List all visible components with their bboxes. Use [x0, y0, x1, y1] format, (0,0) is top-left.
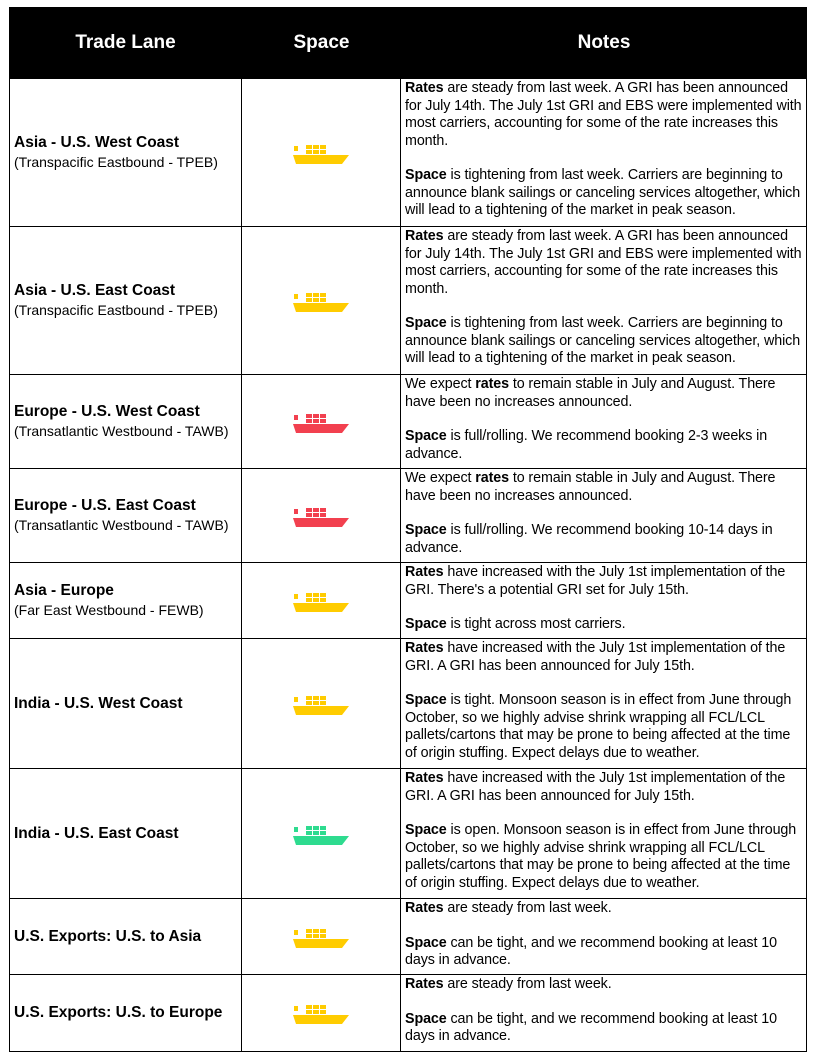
space-cell [242, 639, 401, 768]
space-cell [242, 469, 401, 562]
lane-name: U.S. Exports: U.S. to Asia [14, 927, 202, 945]
header-space: Space [293, 32, 350, 53]
lane-cell [10, 79, 242, 226]
space-note: Space is full/rolling. We recommend booking 2-3 weeks in advance. [405, 428, 768, 462]
table-row [9, 79, 807, 227]
lane-name: Asia - U.S. West Coast [14, 134, 180, 151]
rates-note: We expect rates to remain stable in July and August. There have been no increases announced. [405, 470, 776, 504]
ship-icon [293, 926, 349, 948]
notes-cell [401, 639, 806, 768]
space-note: Space can be tight, and we recommend booking at least 10 days in advance. [405, 1010, 777, 1044]
table-row [9, 975, 807, 1052]
lane-cell [10, 227, 242, 374]
table-row [9, 375, 807, 469]
lane-name: Asia - U.S. East Coast [14, 282, 176, 299]
lane-cell [10, 899, 242, 974]
space-cell [242, 769, 401, 898]
space-note: Space is full/rolling. We recommend booking 10-14 days in advance. [405, 522, 773, 556]
space-cell [242, 375, 401, 468]
ship-icon [293, 1002, 349, 1024]
lane-name: India - U.S. East Coast [14, 824, 179, 842]
space-cell [242, 975, 401, 1051]
lane-cell [10, 769, 242, 898]
ship-icon [293, 290, 349, 312]
ship-icon [293, 590, 349, 612]
rates-note: We expect rates to remain stable in July and August. There have been no increases announced. [405, 376, 776, 410]
notes-cell [401, 769, 806, 898]
table-row [9, 563, 807, 639]
lane-cell [10, 639, 242, 768]
rates-note: Rates are steady from last week. [405, 900, 612, 916]
notes-cell [401, 899, 806, 974]
lane-name: Europe - U.S. East Coast [14, 497, 196, 514]
trade-lane-table [9, 7, 807, 1052]
rates-note: Rates have increased with the July 1st implementation of the GRI. A GRI has been announced for July 15th. [405, 770, 786, 804]
table-header [9, 7, 807, 79]
lane-name: Asia - Europe [14, 582, 114, 599]
notes-cell [401, 563, 806, 638]
header-trade-lane: Trade Lane [75, 32, 176, 53]
notes-cell [401, 79, 806, 226]
space-cell [242, 563, 401, 638]
rates-note: Rates are steady from last week. A GRI has been announced for July 14th. The July 1st GRI and EBS were implemented with most carriers, accounting for some of the rate increases this month. [405, 80, 802, 149]
notes-cell [401, 469, 806, 562]
lane-route-code: (Far East Westbound - FEWB) [14, 602, 204, 618]
lane-cell [10, 469, 242, 562]
space-note: Space is open. Monsoon season is in effect from June through October, so we highly advise shrink wrapping all FCL/LCL pallets/cartons that may be prone to being affected at the time of origin stuffing. Expect delays due to weather. [405, 822, 797, 891]
notes-cell [401, 375, 806, 468]
table-row [9, 639, 807, 769]
lane-route-code: (Transpacific Eastbound - TPEB) [14, 302, 218, 318]
table-row [9, 769, 807, 899]
space-note: Space is tightening from last week. Carriers are beginning to announce blank sailings or canceling services altogether, which will lead to a tightening of the market in peak season. [405, 315, 801, 366]
rates-note: Rates are steady from last week. [405, 976, 612, 992]
notes-cell [401, 975, 806, 1051]
ship-icon [293, 823, 349, 845]
header-notes: Notes [577, 32, 631, 53]
table-row [9, 227, 807, 375]
table-row [9, 469, 807, 563]
space-note: Space is tight across most carriers. [405, 616, 626, 632]
lane-route-code: (Transpacific Eastbound - TPEB) [14, 154, 218, 170]
space-note: Space can be tight, and we recommend booking at least 10 days in advance. [405, 934, 777, 968]
space-cell [242, 79, 401, 226]
lane-cell [10, 975, 242, 1051]
rates-note: Rates have increased with the July 1st implementation of the GRI. A GRI has been announced for July 15th. [405, 640, 786, 674]
ship-icon [293, 411, 349, 433]
lane-name: U.S. Exports: U.S. to Europe [14, 1004, 223, 1021]
lane-route-code: (Transatlantic Westbound - TAWB) [14, 517, 229, 533]
space-cell [242, 227, 401, 374]
space-note: Space is tight. Monsoon season is in effect from June through October, so we highly advise shrink wrapping all FCL/LCL pallets/cartons that may be prone to being affected at the time of origin stuffing. Expect delays due to weather. [405, 692, 792, 761]
space-note: Space is tightening from last week. Carriers are beginning to announce blank sailings or canceling services altogether, which will lead to a tightening of the market in peak season. [405, 167, 801, 218]
lane-route-code: (Transatlantic Westbound - TAWB) [14, 423, 229, 439]
ship-icon [293, 505, 349, 527]
ship-icon [293, 142, 349, 164]
lane-cell [10, 563, 242, 638]
lane-cell [10, 375, 242, 468]
notes-cell [401, 227, 806, 374]
rates-note: Rates have increased with the July 1st implementation of the GRI. There's a potential GRI set for July 15th. [405, 564, 786, 598]
rates-note: Rates are steady from last week. A GRI has been announced for July 14th. The July 1st GRI and EBS were implemented with most carriers, accounting for some of the rate increases this month. [405, 228, 802, 297]
table-row [9, 899, 807, 975]
ship-icon [293, 693, 349, 715]
lane-name: Europe - U.S. West Coast [14, 403, 200, 420]
lane-name: India - U.S. West Coast [14, 694, 183, 712]
space-cell [242, 899, 401, 974]
